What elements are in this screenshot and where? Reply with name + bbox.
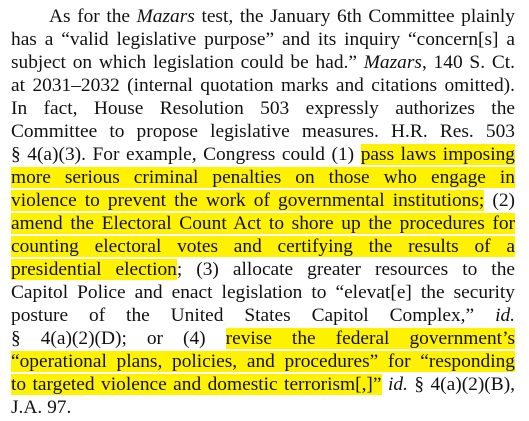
line-7-text: § 4(a)(3). For example, Congress could (1) <box>11 144 361 165</box>
line-6-text: Committee to propose legislative measures. H.R. Res. 503 <box>11 121 515 142</box>
paragraph-line-12 <box>11 258 515 282</box>
paragraph-line-16 <box>11 350 515 374</box>
line-3-text-a: subject on which legislation could be had.” <box>11 52 364 73</box>
line-3-text-b: , 140 S. Ct. <box>421 52 515 73</box>
paragraph-line-13 <box>11 281 515 305</box>
line-5-text: In fact, House Resolution 503 expressly authorizes the <box>11 98 515 119</box>
paragraph-line-8 <box>11 166 515 190</box>
paragraph-line-11 <box>11 235 515 259</box>
paragraph-line-6 <box>11 120 515 144</box>
paragraph-line-2 <box>11 28 515 52</box>
line-13-text: Capitol Police and enact legislation to “elevat[e] the security <box>11 282 515 303</box>
paragraph-line-7 <box>11 143 515 167</box>
id-citation: id. <box>495 305 515 326</box>
paragraph-line-1 <box>49 5 515 29</box>
line-18-text: J.A. 97. <box>11 397 72 418</box>
highlight-item-4: revise the federal government’s <box>225 328 515 349</box>
highlight-item-1-end: violence to prevent the work of governmental institutions; <box>11 190 485 211</box>
highlight-item-2-cont: counting electoral votes and certifying the results of a <box>11 236 515 257</box>
highlight-item-2-end: presidential election <box>11 259 177 280</box>
paragraph-line-4 <box>11 74 515 98</box>
highlight-item-4-end: to targeted violence and domestic terrorism[,]” <box>11 374 382 395</box>
line-15-text: § 4(a)(2)(D); or (4) <box>11 328 226 349</box>
line-2-text: has a “valid legislative purpose” and its inquiry “concern[s] a <box>11 29 515 50</box>
paragraph-line-18 <box>11 396 71 420</box>
line-1-text-a: As for the <box>49 6 137 27</box>
line-9-text: (2) <box>484 190 515 211</box>
id-citation-2: id. <box>387 374 408 395</box>
line-14-text: posture of the United States Capitol Complex,” <box>11 305 496 326</box>
paragraph-line-10 <box>11 212 515 236</box>
line-4-text: at 2031–2032 (internal quotation marks and citations omitted). <box>11 75 515 96</box>
paragraph-line-15 <box>11 327 515 351</box>
highlight-item-1: pass laws imposing <box>360 144 515 165</box>
case-citation-mazars: Mazars <box>363 52 422 73</box>
line-12-text: ; (3) allocate greater resources to the <box>176 259 515 280</box>
paragraph-line-9 <box>11 189 515 213</box>
paragraph-line-17 <box>11 373 515 397</box>
line-17-text: § 4(a)(2)(B), <box>407 374 516 395</box>
highlight-item-1-cont: more serious criminal penalties on those who engage in <box>11 167 515 188</box>
line-1-text-b: test, the January 6th Committee plainly <box>194 6 515 27</box>
case-name-mazars: Mazars <box>136 6 195 27</box>
paragraph-line-3 <box>11 51 515 75</box>
paragraph-line-14 <box>11 304 515 328</box>
highlight-item-4-cont: “operational plans, policies, and procedures” for “responding <box>11 351 515 372</box>
highlight-item-2: amend the Electoral Count Act to shore up the procedures for <box>11 213 515 234</box>
paragraph-line-5 <box>11 97 515 121</box>
